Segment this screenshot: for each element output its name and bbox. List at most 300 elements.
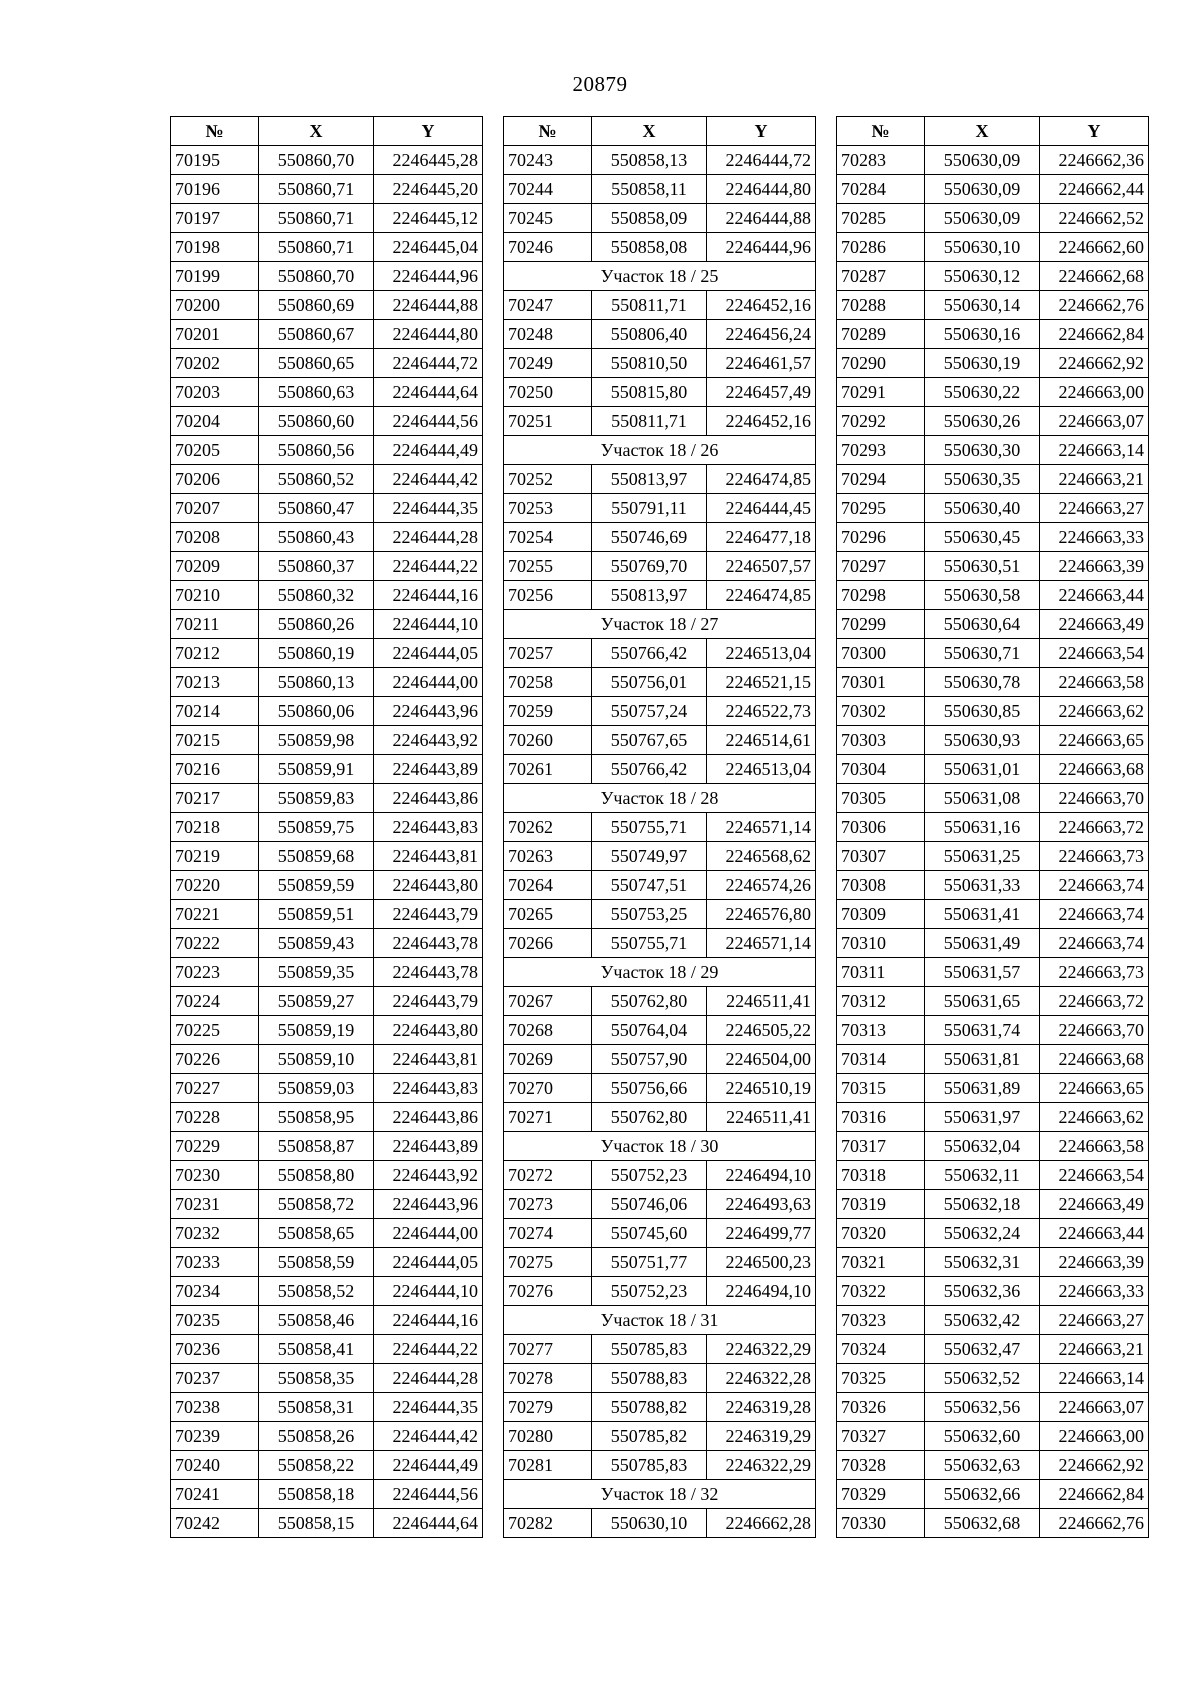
x-coordinate-cell: 550630,30 <box>925 436 1040 465</box>
point-number-cell: 70324 <box>837 1335 925 1364</box>
table-row <box>504 1190 816 1219</box>
point-number-cell: 70280 <box>504 1422 592 1451</box>
table-row <box>171 175 483 204</box>
y-coordinate-cell: 2246522,73 <box>707 697 816 726</box>
y-coordinate-cell: 2246444,45 <box>707 494 816 523</box>
x-coordinate-cell: 550630,22 <box>925 378 1040 407</box>
x-coordinate-cell: 550632,56 <box>925 1393 1040 1422</box>
y-coordinate-cell: 2246662,84 <box>1040 1480 1149 1509</box>
table-row <box>504 871 816 900</box>
point-number-cell: 70279 <box>504 1393 592 1422</box>
table-row <box>504 378 816 407</box>
y-coordinate-cell: 2246444,72 <box>374 349 483 378</box>
x-coordinate-cell: 550860,26 <box>259 610 374 639</box>
y-coordinate-cell: 2246452,16 <box>707 291 816 320</box>
point-number-cell: 70303 <box>837 726 925 755</box>
x-coordinate-cell: 550749,97 <box>592 842 707 871</box>
table-row <box>171 1451 483 1480</box>
table-row <box>504 1335 816 1364</box>
y-coordinate-cell: 2246457,49 <box>707 378 816 407</box>
table-row <box>171 1103 483 1132</box>
y-coordinate-cell: 2246663,68 <box>1040 1045 1149 1074</box>
x-coordinate-cell: 550630,93 <box>925 726 1040 755</box>
point-number-cell: 70285 <box>837 204 925 233</box>
coordinates-table-3 <box>836 116 1149 1538</box>
y-coordinate-cell: 2246663,14 <box>1040 436 1149 465</box>
table-row <box>504 349 816 378</box>
table-row <box>504 1509 816 1538</box>
y-coordinate-cell: 2246514,61 <box>707 726 816 755</box>
x-coordinate-cell: 550788,83 <box>592 1364 707 1393</box>
point-number-cell: 70312 <box>837 987 925 1016</box>
point-number-cell: 70317 <box>837 1132 925 1161</box>
point-number-cell: 70297 <box>837 552 925 581</box>
y-coordinate-cell: 2246444,56 <box>374 1480 483 1509</box>
x-coordinate-cell: 550630,35 <box>925 465 1040 494</box>
x-coordinate-cell: 550757,90 <box>592 1045 707 1074</box>
x-coordinate-cell: 550632,63 <box>925 1451 1040 1480</box>
point-number-cell: 70321 <box>837 1248 925 1277</box>
table-row <box>171 1016 483 1045</box>
point-number-cell: 70272 <box>504 1161 592 1190</box>
x-coordinate-cell: 550632,60 <box>925 1422 1040 1451</box>
point-number-cell: 70246 <box>504 233 592 262</box>
table-row <box>171 755 483 784</box>
y-coordinate-cell: 2246663,07 <box>1040 1393 1149 1422</box>
y-coordinate-cell: 2246663,70 <box>1040 784 1149 813</box>
y-coordinate-cell: 2246663,72 <box>1040 813 1149 842</box>
column-header-x: X <box>259 117 374 146</box>
x-coordinate-cell: 550632,47 <box>925 1335 1040 1364</box>
table-row <box>837 1016 1149 1045</box>
x-coordinate-cell: 550747,51 <box>592 871 707 900</box>
x-coordinate-cell: 550788,82 <box>592 1393 707 1422</box>
point-number-cell: 70305 <box>837 784 925 813</box>
table-row <box>504 204 816 233</box>
table-row <box>504 1364 816 1393</box>
x-coordinate-cell: 550630,16 <box>925 320 1040 349</box>
x-coordinate-cell: 550630,10 <box>925 233 1040 262</box>
table-row <box>171 204 483 233</box>
point-number-cell: 70202 <box>171 349 259 378</box>
y-coordinate-cell: 2246444,00 <box>374 1219 483 1248</box>
y-coordinate-cell: 2246663,65 <box>1040 1074 1149 1103</box>
point-number-cell: 70241 <box>171 1480 259 1509</box>
point-number-cell: 70278 <box>504 1364 592 1393</box>
y-coordinate-cell: 2246444,96 <box>707 233 816 262</box>
point-number-cell: 70250 <box>504 378 592 407</box>
table-row <box>504 523 816 552</box>
x-coordinate-cell: 550632,66 <box>925 1480 1040 1509</box>
table-row <box>504 726 816 755</box>
y-coordinate-cell: 2246444,16 <box>374 581 483 610</box>
y-coordinate-cell: 2246663,07 <box>1040 407 1149 436</box>
y-coordinate-cell: 2246663,70 <box>1040 1016 1149 1045</box>
y-coordinate-cell: 2246663,73 <box>1040 958 1149 987</box>
x-coordinate-cell: 550860,71 <box>259 233 374 262</box>
point-number-cell: 70273 <box>504 1190 592 1219</box>
point-number-cell: 70266 <box>504 929 592 958</box>
x-coordinate-cell: 550631,16 <box>925 813 1040 842</box>
y-coordinate-cell: 2246444,80 <box>374 320 483 349</box>
point-number-cell: 70218 <box>171 813 259 842</box>
point-number-cell: 70208 <box>171 523 259 552</box>
x-coordinate-cell: 550631,65 <box>925 987 1040 1016</box>
y-coordinate-cell: 2246444,42 <box>374 1422 483 1451</box>
x-coordinate-cell: 550632,04 <box>925 1132 1040 1161</box>
point-number-cell: 70268 <box>504 1016 592 1045</box>
y-coordinate-cell: 2246444,28 <box>374 523 483 552</box>
point-number-cell: 70223 <box>171 958 259 987</box>
point-number-cell: 70326 <box>837 1393 925 1422</box>
x-coordinate-cell: 550858,22 <box>259 1451 374 1480</box>
x-coordinate-cell: 550632,18 <box>925 1190 1040 1219</box>
section-row <box>504 436 816 465</box>
y-coordinate-cell: 2246477,18 <box>707 523 816 552</box>
y-coordinate-cell: 2246445,12 <box>374 204 483 233</box>
y-coordinate-cell: 2246663,58 <box>1040 1132 1149 1161</box>
point-number-cell: 70293 <box>837 436 925 465</box>
table-row <box>171 320 483 349</box>
y-coordinate-cell: 2246662,76 <box>1040 291 1149 320</box>
x-coordinate-cell: 550766,42 <box>592 639 707 668</box>
x-coordinate-cell: 550860,52 <box>259 465 374 494</box>
point-number-cell: 70238 <box>171 1393 259 1422</box>
table-row <box>837 494 1149 523</box>
y-coordinate-cell: 2246456,24 <box>707 320 816 349</box>
x-coordinate-cell: 550767,65 <box>592 726 707 755</box>
point-number-cell: 70244 <box>504 175 592 204</box>
point-number-cell: 70220 <box>171 871 259 900</box>
section-row <box>504 1480 816 1509</box>
table-row <box>837 871 1149 900</box>
section-title: Участок 18 / 28 <box>504 784 816 813</box>
y-coordinate-cell: 2246461,57 <box>707 349 816 378</box>
y-coordinate-cell: 2246319,29 <box>707 1422 816 1451</box>
table-row <box>171 523 483 552</box>
point-number-cell: 70255 <box>504 552 592 581</box>
point-number-cell: 70231 <box>171 1190 259 1219</box>
point-number-cell: 70316 <box>837 1103 925 1132</box>
point-number-cell: 70306 <box>837 813 925 842</box>
x-coordinate-cell: 550810,50 <box>592 349 707 378</box>
point-number-cell: 70289 <box>837 320 925 349</box>
y-coordinate-cell: 2246511,41 <box>707 1103 816 1132</box>
y-coordinate-cell: 2246493,63 <box>707 1190 816 1219</box>
table-row <box>171 726 483 755</box>
point-number-cell: 70219 <box>171 842 259 871</box>
x-coordinate-cell: 550630,85 <box>925 697 1040 726</box>
table-row <box>171 987 483 1016</box>
y-coordinate-cell: 2246663,39 <box>1040 552 1149 581</box>
table-row <box>504 494 816 523</box>
point-number-cell: 70281 <box>504 1451 592 1480</box>
point-number-cell: 70330 <box>837 1509 925 1538</box>
x-coordinate-cell: 550630,40 <box>925 494 1040 523</box>
point-number-cell: 70294 <box>837 465 925 494</box>
table-row <box>837 639 1149 668</box>
point-number-cell: 70253 <box>504 494 592 523</box>
x-coordinate-cell: 550860,67 <box>259 320 374 349</box>
column-header-y: Y <box>707 117 816 146</box>
x-coordinate-cell: 550811,71 <box>592 407 707 436</box>
x-coordinate-cell: 550630,26 <box>925 407 1040 436</box>
table-row <box>837 842 1149 871</box>
table-row <box>837 1277 1149 1306</box>
point-number-cell: 70269 <box>504 1045 592 1074</box>
point-number-cell: 70264 <box>504 871 592 900</box>
x-coordinate-cell: 550752,23 <box>592 1161 707 1190</box>
point-number-cell: 70232 <box>171 1219 259 1248</box>
x-coordinate-cell: 550631,74 <box>925 1016 1040 1045</box>
point-number-cell: 70322 <box>837 1277 925 1306</box>
x-coordinate-cell: 550755,71 <box>592 929 707 958</box>
point-number-cell: 70265 <box>504 900 592 929</box>
table-row <box>837 320 1149 349</box>
y-coordinate-cell: 2246663,39 <box>1040 1248 1149 1277</box>
table-row <box>837 204 1149 233</box>
table-row <box>837 262 1149 291</box>
x-coordinate-cell: 550756,01 <box>592 668 707 697</box>
table-row <box>837 958 1149 987</box>
table-row <box>504 320 816 349</box>
table-row <box>171 1248 483 1277</box>
x-coordinate-cell: 550630,71 <box>925 639 1040 668</box>
table-row <box>504 668 816 697</box>
point-number-cell: 70237 <box>171 1364 259 1393</box>
section-title: Участок 18 / 27 <box>504 610 816 639</box>
point-number-cell: 70284 <box>837 175 925 204</box>
table-row <box>837 581 1149 610</box>
y-coordinate-cell: 2246663,33 <box>1040 523 1149 552</box>
y-coordinate-cell: 2246663,44 <box>1040 1219 1149 1248</box>
x-coordinate-cell: 550632,42 <box>925 1306 1040 1335</box>
table-row <box>171 436 483 465</box>
y-coordinate-cell: 2246444,10 <box>374 610 483 639</box>
y-coordinate-cell: 2246662,68 <box>1040 262 1149 291</box>
table-row <box>504 755 816 784</box>
table-row <box>504 146 816 175</box>
y-coordinate-cell: 2246576,80 <box>707 900 816 929</box>
y-coordinate-cell: 2246444,56 <box>374 407 483 436</box>
y-coordinate-cell: 2246500,23 <box>707 1248 816 1277</box>
y-coordinate-cell: 2246574,26 <box>707 871 816 900</box>
column-header-number: № <box>504 117 592 146</box>
y-coordinate-cell: 2246443,96 <box>374 1190 483 1219</box>
point-number-cell: 70274 <box>504 1219 592 1248</box>
column-header-x: X <box>592 117 707 146</box>
point-number-cell: 70242 <box>171 1509 259 1538</box>
table-row <box>837 755 1149 784</box>
column-header-number: № <box>837 117 925 146</box>
point-number-cell: 70282 <box>504 1509 592 1538</box>
y-coordinate-cell: 2246662,84 <box>1040 320 1149 349</box>
coordinates-table-2 <box>503 116 816 1538</box>
section-row <box>504 610 816 639</box>
x-coordinate-cell: 550858,13 <box>592 146 707 175</box>
y-coordinate-cell: 2246443,79 <box>374 900 483 929</box>
y-coordinate-cell: 2246663,74 <box>1040 929 1149 958</box>
x-coordinate-cell: 550858,08 <box>592 233 707 262</box>
point-number-cell: 70295 <box>837 494 925 523</box>
y-coordinate-cell: 2246444,64 <box>374 378 483 407</box>
x-coordinate-cell: 550858,87 <box>259 1132 374 1161</box>
x-coordinate-cell: 550858,72 <box>259 1190 374 1219</box>
point-number-cell: 70328 <box>837 1451 925 1480</box>
table-row <box>504 1045 816 1074</box>
table-row <box>171 262 483 291</box>
table-row <box>504 639 816 668</box>
point-number-cell: 70259 <box>504 697 592 726</box>
y-coordinate-cell: 2246444,88 <box>374 291 483 320</box>
x-coordinate-cell: 550813,97 <box>592 581 707 610</box>
point-number-cell: 70216 <box>171 755 259 784</box>
point-number-cell: 70290 <box>837 349 925 378</box>
section-row <box>504 784 816 813</box>
y-coordinate-cell: 2246663,72 <box>1040 987 1149 1016</box>
x-coordinate-cell: 550785,82 <box>592 1422 707 1451</box>
point-number-cell: 70227 <box>171 1074 259 1103</box>
point-number-cell: 70195 <box>171 146 259 175</box>
section-row <box>504 262 816 291</box>
table-row <box>837 929 1149 958</box>
point-number-cell: 70270 <box>504 1074 592 1103</box>
y-coordinate-cell: 2246444,22 <box>374 552 483 581</box>
table-row <box>837 175 1149 204</box>
y-coordinate-cell: 2246663,21 <box>1040 465 1149 494</box>
y-coordinate-cell: 2246663,65 <box>1040 726 1149 755</box>
y-coordinate-cell: 2246663,27 <box>1040 1306 1149 1335</box>
point-number-cell: 70311 <box>837 958 925 987</box>
x-coordinate-cell: 550631,97 <box>925 1103 1040 1132</box>
point-number-cell: 70327 <box>837 1422 925 1451</box>
x-coordinate-cell: 550858,26 <box>259 1422 374 1451</box>
x-coordinate-cell: 550630,09 <box>925 175 1040 204</box>
y-coordinate-cell: 2246322,29 <box>707 1451 816 1480</box>
y-coordinate-cell: 2246568,62 <box>707 842 816 871</box>
y-coordinate-cell: 2246663,54 <box>1040 639 1149 668</box>
table-row <box>837 813 1149 842</box>
table-row <box>837 1132 1149 1161</box>
table-row <box>837 146 1149 175</box>
point-number-cell: 70224 <box>171 987 259 1016</box>
table-row <box>504 813 816 842</box>
y-coordinate-cell: 2246663,54 <box>1040 1161 1149 1190</box>
table-row <box>837 987 1149 1016</box>
y-coordinate-cell: 2246443,96 <box>374 697 483 726</box>
y-coordinate-cell: 2246571,14 <box>707 929 816 958</box>
point-number-cell: 70300 <box>837 639 925 668</box>
section-title: Участок 18 / 25 <box>504 262 816 291</box>
y-coordinate-cell: 2246444,05 <box>374 1248 483 1277</box>
x-coordinate-cell: 550769,70 <box>592 552 707 581</box>
x-coordinate-cell: 550630,58 <box>925 581 1040 610</box>
table-row <box>504 233 816 262</box>
table-row <box>504 1103 816 1132</box>
table-row <box>504 1074 816 1103</box>
section-title: Участок 18 / 29 <box>504 958 816 987</box>
table-row <box>171 900 483 929</box>
x-coordinate-cell: 550746,69 <box>592 523 707 552</box>
y-coordinate-cell: 2246444,49 <box>374 1451 483 1480</box>
column-header-y: Y <box>374 117 483 146</box>
x-coordinate-cell: 550632,24 <box>925 1219 1040 1248</box>
table-row <box>171 842 483 871</box>
point-number-cell: 70210 <box>171 581 259 610</box>
point-number-cell: 70291 <box>837 378 925 407</box>
x-coordinate-cell: 550755,71 <box>592 813 707 842</box>
y-coordinate-cell: 2246663,62 <box>1040 1103 1149 1132</box>
table-row <box>504 1248 816 1277</box>
x-coordinate-cell: 550858,15 <box>259 1509 374 1538</box>
point-number-cell: 70302 <box>837 697 925 726</box>
point-number-cell: 70318 <box>837 1161 925 1190</box>
x-coordinate-cell: 550630,19 <box>925 349 1040 378</box>
x-coordinate-cell: 550630,12 <box>925 262 1040 291</box>
x-coordinate-cell: 550785,83 <box>592 1335 707 1364</box>
table-row <box>837 1451 1149 1480</box>
point-number-cell: 70247 <box>504 291 592 320</box>
x-coordinate-cell: 550860,63 <box>259 378 374 407</box>
coordinates-table-1 <box>170 116 483 1538</box>
point-number-cell: 70309 <box>837 900 925 929</box>
table-row <box>837 1393 1149 1422</box>
y-coordinate-cell: 2246443,81 <box>374 842 483 871</box>
point-number-cell: 70257 <box>504 639 592 668</box>
x-coordinate-cell: 550631,01 <box>925 755 1040 784</box>
point-number-cell: 70261 <box>504 755 592 784</box>
x-coordinate-cell: 550859,83 <box>259 784 374 813</box>
x-coordinate-cell: 550859,98 <box>259 726 374 755</box>
page-number: 20879 <box>572 72 628 96</box>
point-number-cell: 70325 <box>837 1364 925 1393</box>
table-row <box>837 349 1149 378</box>
x-coordinate-cell: 550632,31 <box>925 1248 1040 1277</box>
y-coordinate-cell: 2246445,20 <box>374 175 483 204</box>
point-number-cell: 70267 <box>504 987 592 1016</box>
x-coordinate-cell: 550858,11 <box>592 175 707 204</box>
x-coordinate-cell: 550859,03 <box>259 1074 374 1103</box>
y-coordinate-cell: 2246663,44 <box>1040 581 1149 610</box>
table-row <box>171 1364 483 1393</box>
x-coordinate-cell: 550632,11 <box>925 1161 1040 1190</box>
table-row <box>171 1393 483 1422</box>
point-number-cell: 70323 <box>837 1306 925 1335</box>
point-number-cell: 70320 <box>837 1219 925 1248</box>
x-coordinate-cell: 550860,06 <box>259 697 374 726</box>
x-coordinate-cell: 550631,08 <box>925 784 1040 813</box>
table-row <box>837 900 1149 929</box>
point-number-cell: 70263 <box>504 842 592 871</box>
point-number-cell: 70226 <box>171 1045 259 1074</box>
y-coordinate-cell: 2246663,74 <box>1040 871 1149 900</box>
x-coordinate-cell: 550860,71 <box>259 175 374 204</box>
y-coordinate-cell: 2246443,89 <box>374 1132 483 1161</box>
table-row <box>504 842 816 871</box>
y-coordinate-cell: 2246444,28 <box>374 1364 483 1393</box>
y-coordinate-cell: 2246510,19 <box>707 1074 816 1103</box>
table-row <box>504 1422 816 1451</box>
table-row <box>171 1306 483 1335</box>
y-coordinate-cell: 2246444,64 <box>374 1509 483 1538</box>
table-row <box>171 349 483 378</box>
header-row <box>504 117 816 146</box>
y-coordinate-cell: 2246662,76 <box>1040 1509 1149 1538</box>
point-number-cell: 70288 <box>837 291 925 320</box>
y-coordinate-cell: 2246444,35 <box>374 494 483 523</box>
point-number-cell: 70307 <box>837 842 925 871</box>
table-row <box>171 1422 483 1451</box>
